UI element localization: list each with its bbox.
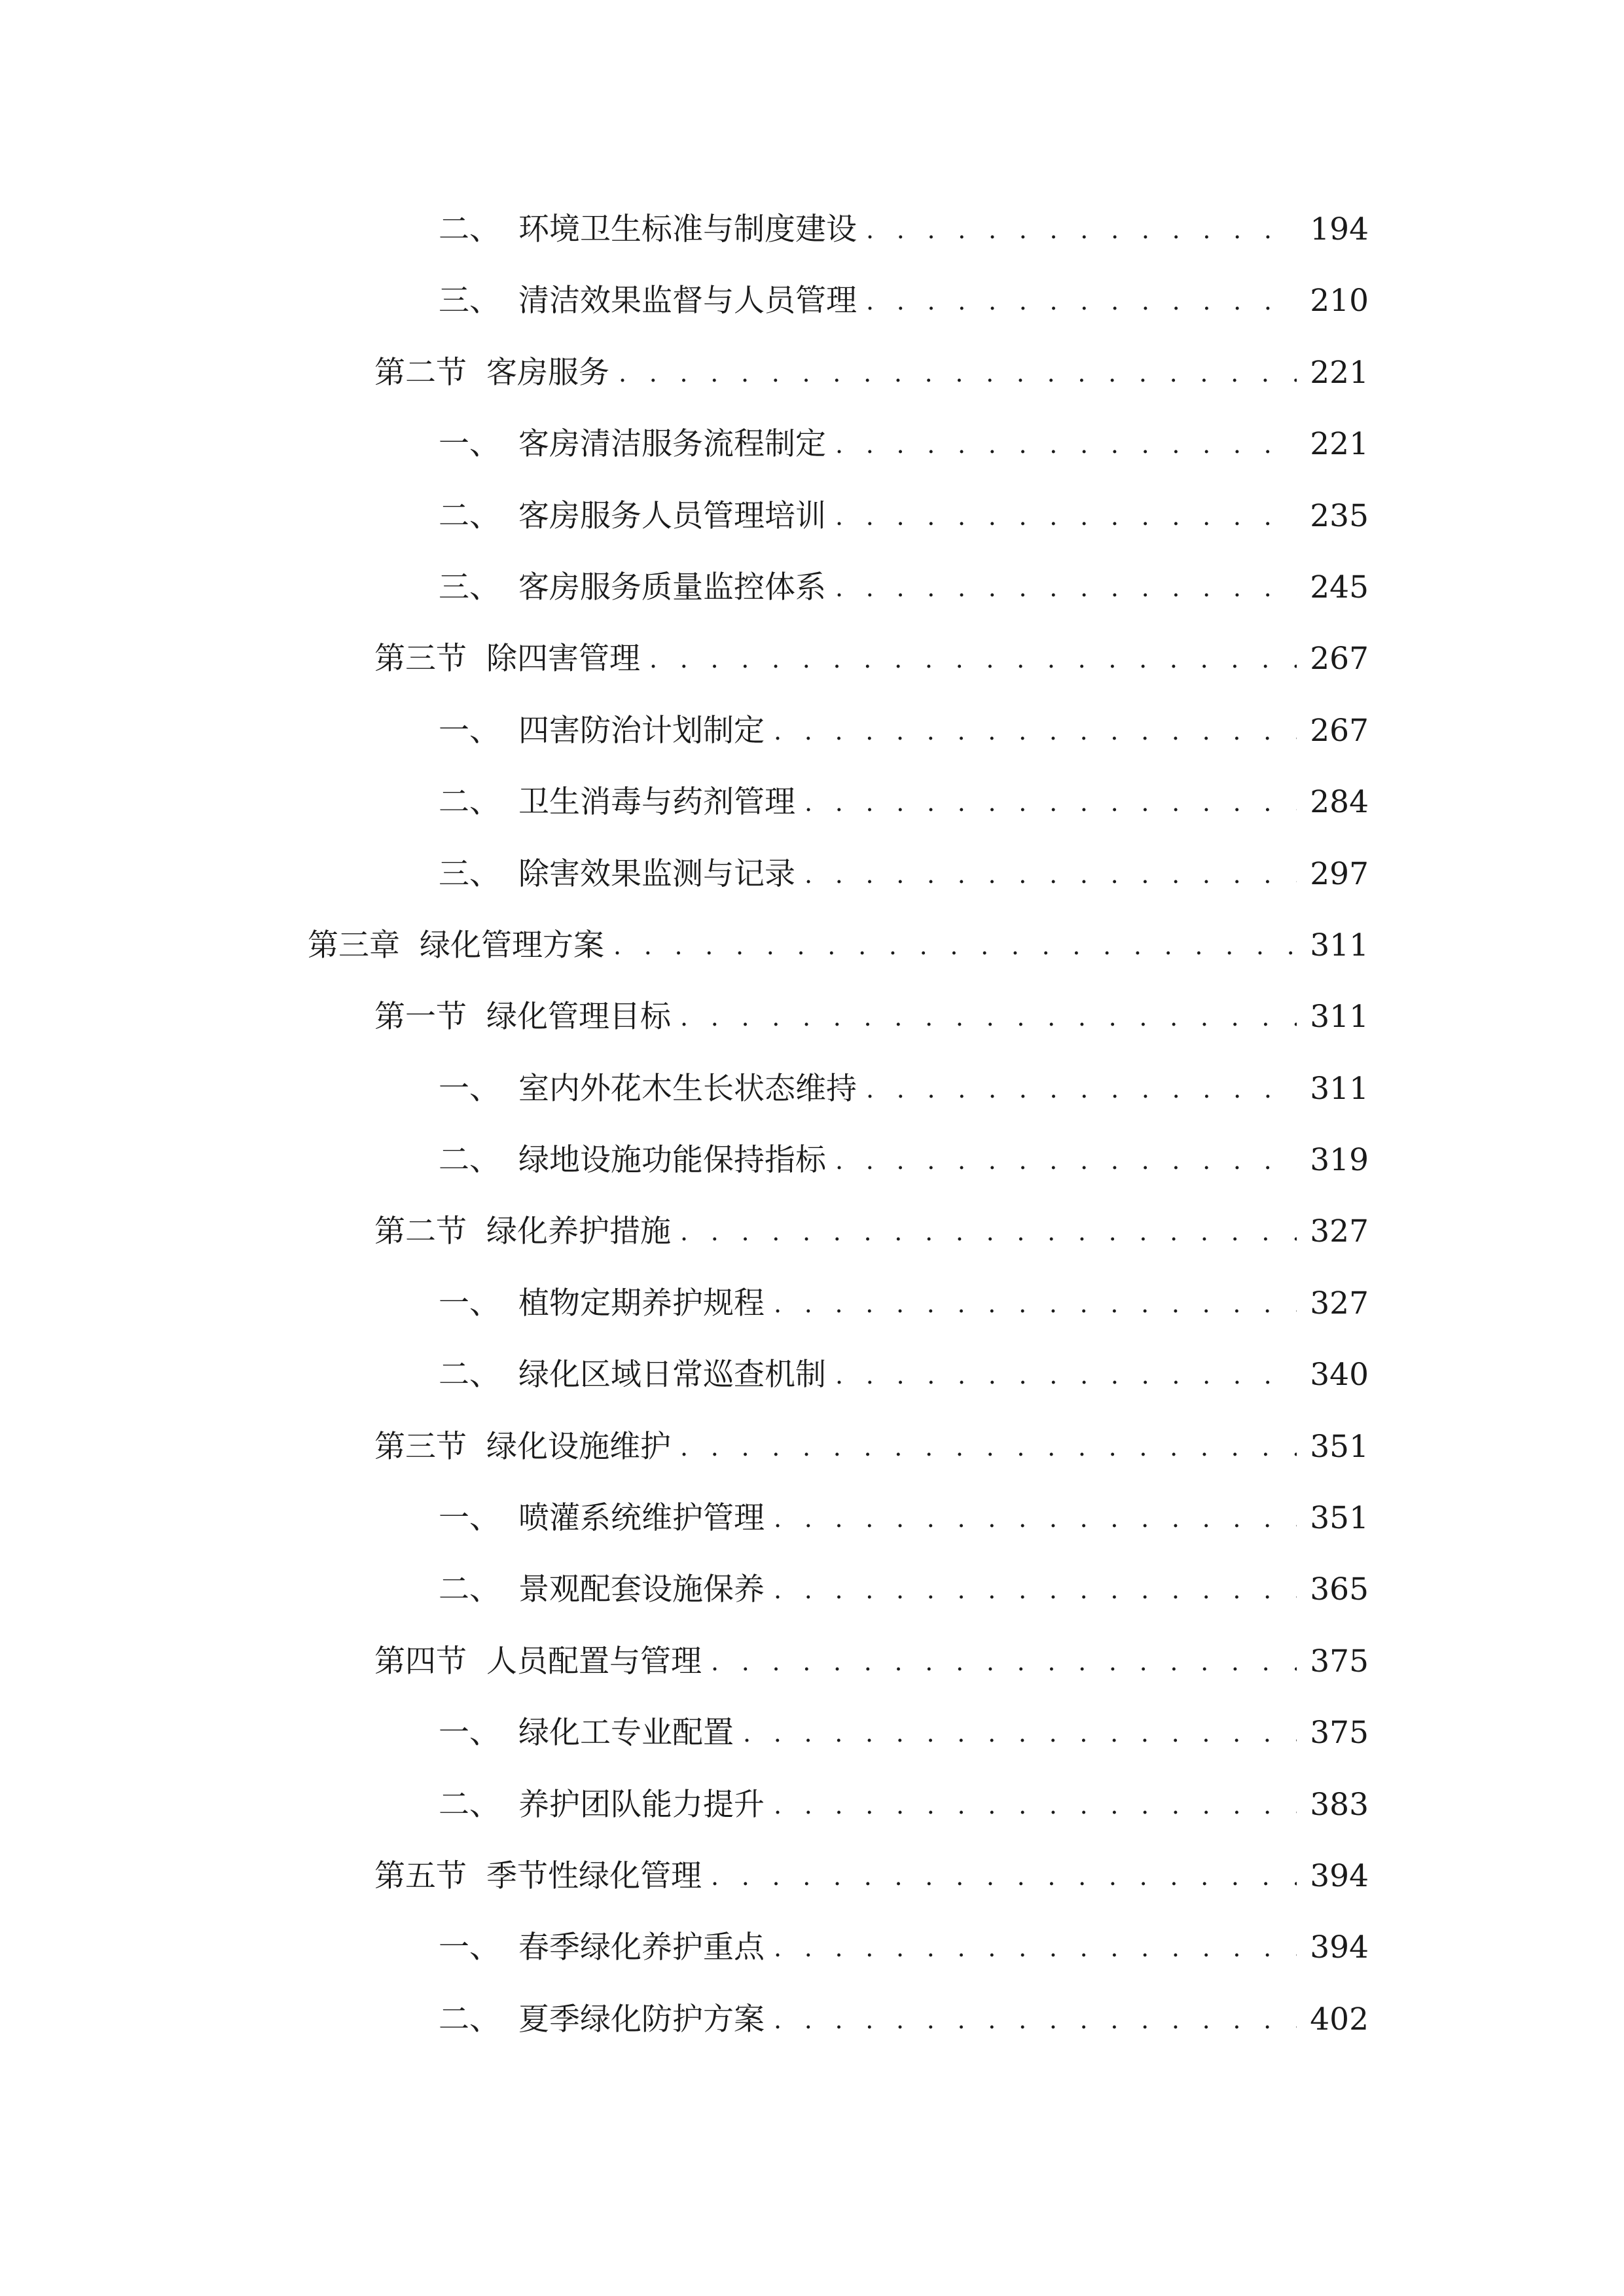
- dot-leader: [743, 1721, 1297, 1748]
- dot-leader: [774, 1506, 1297, 1534]
- dot-leader: [680, 1219, 1297, 1247]
- toc-entry-title: 喷灌系统维护管理: [518, 1500, 765, 1536]
- toc-entry-title: 除害效果监测与记录: [518, 856, 795, 892]
- toc-entry[interactable]: [374, 1410, 1369, 1465]
- toc-entry-number: 一、: [439, 1500, 500, 1536]
- dot-leader: [774, 1291, 1297, 1319]
- toc-entry-title: 绿化养护措施: [486, 1213, 671, 1249]
- toc-entry-page: 311: [1310, 999, 1369, 1035]
- toc-entry-page: 221: [1310, 426, 1369, 462]
- toc-entry-title: 夏季绿化防护方案: [518, 2001, 765, 2037]
- dot-leader: [680, 1005, 1297, 1032]
- dot-leader: [711, 1649, 1297, 1677]
- toc-entry-number: 二、: [439, 1357, 500, 1393]
- dot-leader: [619, 361, 1297, 388]
- toc-entry-page: 351: [1310, 1500, 1369, 1536]
- toc-entry-number: 第三节: [374, 641, 467, 677]
- toc-entry-number: 第二节: [374, 355, 467, 391]
- dot-leader: [649, 647, 1297, 674]
- toc-entry-page: 327: [1310, 1213, 1369, 1249]
- toc-entry[interactable]: [439, 1768, 1369, 1823]
- toc-entry-number: 一、: [439, 1071, 500, 1107]
- toc-entry-page: 267: [1310, 641, 1369, 677]
- toc-entry-title: 养护团队能力提升: [518, 1787, 765, 1823]
- toc-entry-page: 394: [1310, 1858, 1369, 1894]
- toc-entry-number: 一、: [439, 713, 500, 749]
- toc-entry-page: 245: [1310, 569, 1369, 605]
- toc-entry[interactable]: [374, 1839, 1369, 1892]
- toc-entry[interactable]: [439, 1266, 1369, 1319]
- toc-entry-number: 第三章: [308, 927, 400, 963]
- toc-entry-number: 三、: [439, 856, 500, 892]
- toc-entry-page: 297: [1310, 856, 1369, 892]
- dot-leader: [804, 790, 1297, 817]
- toc-entry-page: 394: [1310, 1929, 1369, 1965]
- toc-entry-page: 311: [1310, 927, 1369, 963]
- toc-entry-title: 卫生消毒与药剂管理: [518, 784, 795, 820]
- toc-entry-number: 第五节: [374, 1858, 467, 1894]
- toc-entry[interactable]: [374, 1624, 1369, 1677]
- toc-entry[interactable]: [439, 765, 1369, 820]
- toc-entry-number: 二、: [439, 211, 500, 247]
- toc-entry-title: 清洁效果监督与人员管理: [518, 283, 857, 319]
- dot-leader: [804, 862, 1297, 889]
- toc-entry[interactable]: [439, 1338, 1369, 1393]
- toc-entry-number: 二、: [439, 1571, 500, 1607]
- toc-entry[interactable]: [308, 908, 1369, 961]
- toc-entry-title: 客房清洁服务流程制定: [518, 426, 826, 462]
- toc-entry-title: 绿化管理目标: [486, 999, 671, 1035]
- toc-entry-number: 二、: [439, 784, 500, 820]
- toc-entry[interactable]: [439, 192, 1369, 245]
- toc-entry-title: 景观配套设施保养: [518, 1571, 765, 1607]
- toc-entry-title: 绿化区域日常巡查机制: [518, 1357, 826, 1393]
- dot-leader: [774, 1935, 1297, 1963]
- toc-entry-number: 一、: [439, 1285, 500, 1321]
- dot-leader: [774, 719, 1297, 746]
- dot-leader: [835, 504, 1297, 531]
- toc-entry-title: 除四害管理: [486, 641, 640, 677]
- dot-leader: [774, 1793, 1297, 1820]
- toc-entry[interactable]: [439, 1552, 1369, 1605]
- toc-entry[interactable]: [439, 407, 1369, 462]
- toc-entry-number: 三、: [439, 283, 500, 319]
- toc-entry[interactable]: [439, 264, 1369, 319]
- toc-entry-title: 绿化工专业配置: [518, 1715, 734, 1751]
- toc-entry-page: 311: [1310, 1071, 1369, 1107]
- toc-entry-page: 194: [1310, 211, 1369, 247]
- toc-entry-title: 四害防治计划制定: [518, 713, 765, 749]
- toc-entry-page: 284: [1310, 784, 1369, 820]
- toc-entry-title: 绿化管理方案: [420, 927, 604, 963]
- toc-entry-title: 客房服务: [486, 355, 609, 391]
- dot-leader: [680, 1435, 1297, 1462]
- dot-leader: [835, 1363, 1297, 1390]
- toc-entry-title: 绿地设施功能保持指标: [518, 1142, 826, 1178]
- toc-entry-page: 235: [1310, 498, 1369, 534]
- toc-entry-page: 210: [1310, 283, 1369, 319]
- toc-entry[interactable]: [374, 622, 1369, 677]
- toc-entry-number: 一、: [439, 1929, 500, 1965]
- dot-leader: [774, 1577, 1297, 1605]
- toc-entry[interactable]: [439, 837, 1369, 892]
- toc-entry[interactable]: [439, 1123, 1369, 1178]
- toc-entry[interactable]: [374, 1194, 1369, 1247]
- toc-entry-page: 267: [1310, 713, 1369, 749]
- dot-leader: [866, 289, 1297, 316]
- toc-entry[interactable]: [439, 479, 1369, 534]
- dot-leader: [774, 2007, 1297, 2035]
- toc-entry-title: 客房服务人员管理培训: [518, 498, 826, 534]
- toc-entry-title: 人员配置与管理: [486, 1643, 702, 1679]
- dot-leader: [613, 933, 1297, 961]
- toc-entry[interactable]: [439, 1910, 1369, 1963]
- toc-entry-title: 绿化设施维护: [486, 1429, 671, 1465]
- toc-entry-number: 一、: [439, 426, 500, 462]
- dot-leader: [835, 1148, 1297, 1175]
- toc-entry-number: 第三节: [374, 1429, 467, 1465]
- toc-entry-title: 植物定期养护规程: [518, 1285, 765, 1321]
- toc-entry-page: 383: [1310, 1787, 1369, 1823]
- toc-entry-page: 221: [1310, 355, 1369, 391]
- toc-entry-page: 351: [1310, 1429, 1369, 1465]
- toc-entry-title: 室内外花木生长状态维持: [518, 1071, 857, 1107]
- toc-entry-number: 第二节: [374, 1213, 467, 1249]
- dot-leader: [711, 1864, 1297, 1892]
- toc-entry[interactable]: [439, 1481, 1369, 1534]
- dot-leader: [835, 432, 1297, 459]
- toc-entry[interactable]: [439, 1696, 1369, 1751]
- toc-entry-page: 365: [1310, 1571, 1369, 1607]
- toc-entry-number: 第一节: [374, 999, 467, 1035]
- toc-entry[interactable]: [439, 1052, 1369, 1107]
- toc-entry-page: 327: [1310, 1285, 1369, 1321]
- toc-entry-title: 春季绿化养护重点: [518, 1929, 765, 1965]
- toc-entry-page: 375: [1310, 1715, 1369, 1751]
- dot-leader: [835, 575, 1297, 603]
- toc-entry-number: 二、: [439, 2001, 500, 2037]
- dot-leader: [866, 217, 1297, 245]
- toc-entry-number: 二、: [439, 498, 500, 534]
- toc-entry-number: 三、: [439, 569, 500, 605]
- toc-entry-title: 客房服务质量监控体系: [518, 569, 826, 605]
- toc-entry-title: 环境卫生标准与制度建设: [518, 211, 857, 247]
- toc-entry-title: 季节性绿化管理: [486, 1858, 702, 1894]
- toc-entry-page: 319: [1310, 1142, 1369, 1178]
- toc-entry[interactable]: [374, 336, 1369, 391]
- toc-entry-number: 二、: [439, 1787, 500, 1823]
- toc-entry-page: 340: [1310, 1357, 1369, 1393]
- toc-entry[interactable]: [439, 550, 1369, 603]
- toc-entry[interactable]: [439, 1982, 1369, 2035]
- toc-entry[interactable]: [374, 980, 1369, 1035]
- toc-entry-number: 二、: [439, 1142, 500, 1178]
- toc-entry-page: 375: [1310, 1643, 1369, 1679]
- dot-leader: [866, 1077, 1297, 1104]
- toc-entry-page: 402: [1310, 2001, 1369, 2037]
- toc-entry-number: 第四节: [374, 1643, 467, 1679]
- toc-entry-number: 一、: [439, 1715, 500, 1751]
- toc-entry[interactable]: [439, 694, 1369, 749]
